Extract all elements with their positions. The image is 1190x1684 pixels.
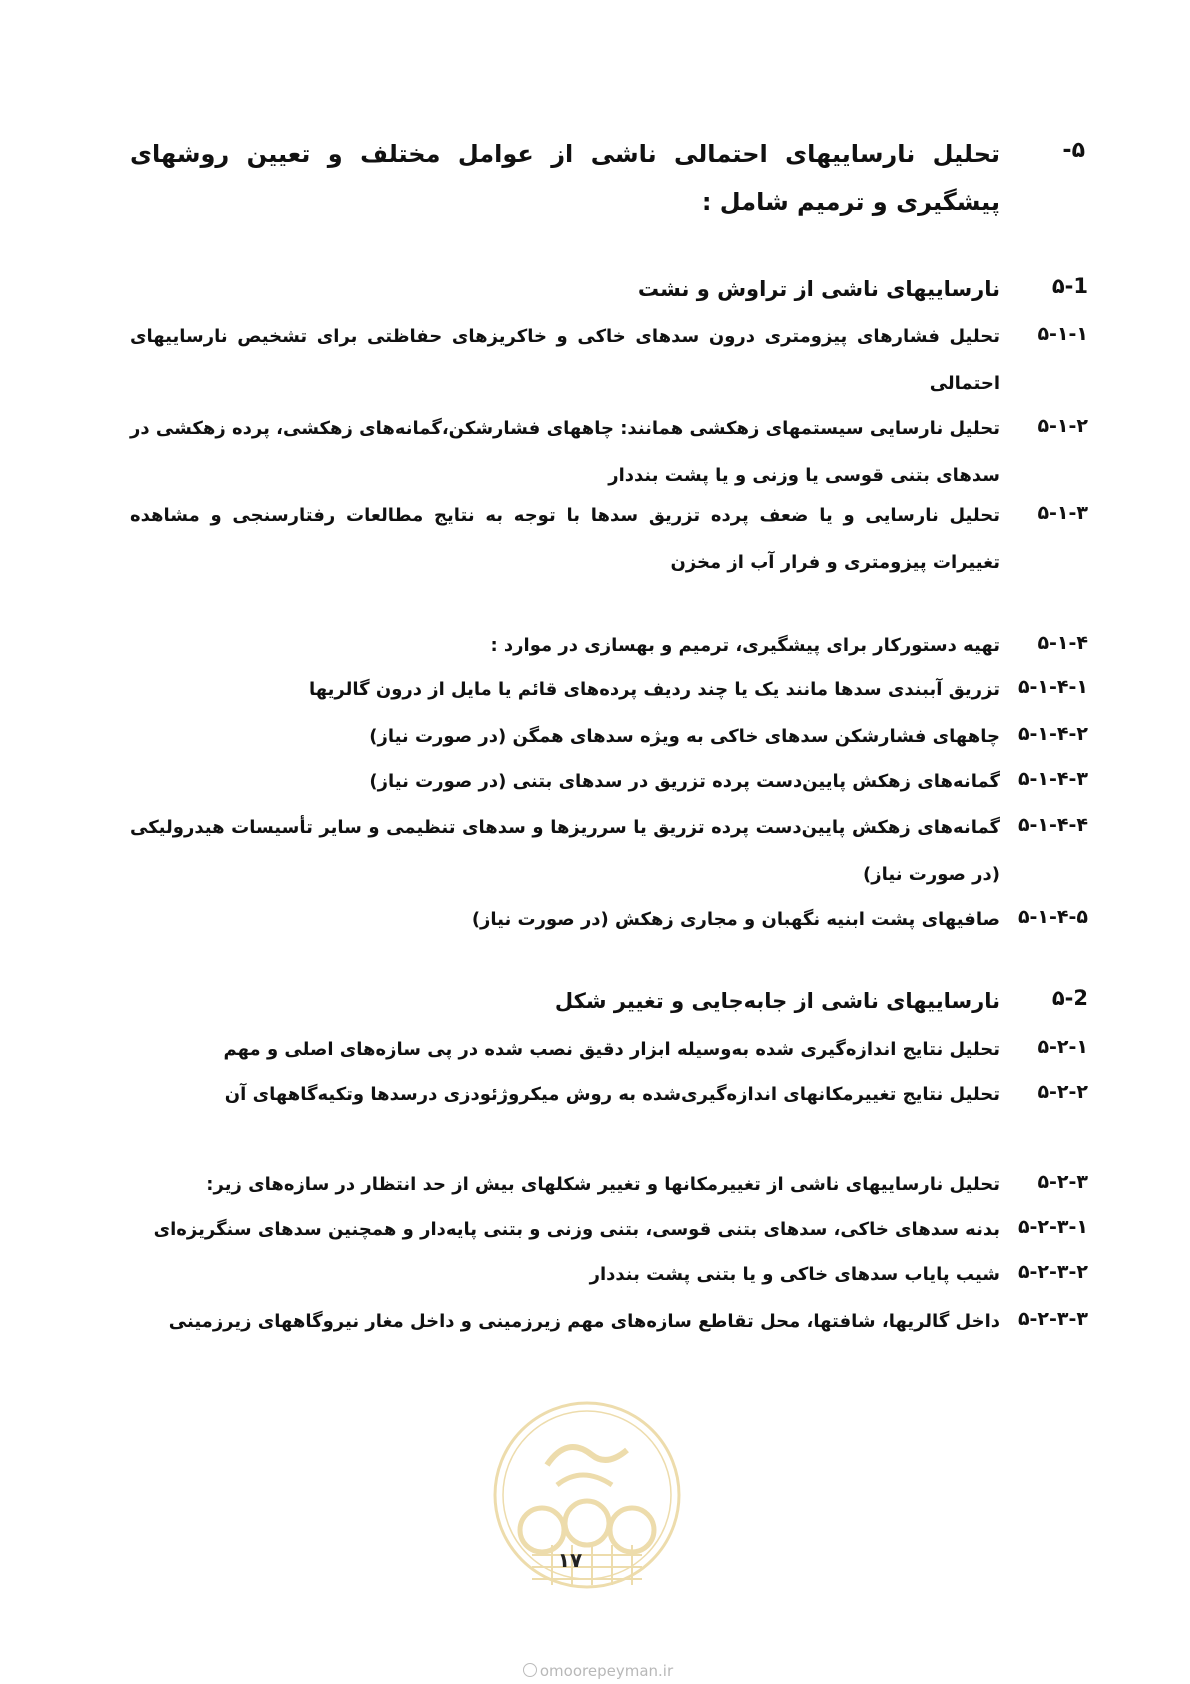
item-number: ۵-۲-۳-۳ <box>1017 1308 1088 1330</box>
item-number: ۵-۲-۱ <box>1037 1036 1088 1058</box>
item-text: چاههای فشارشکن سدهای خاکی به ویژه سدهای همگن (در صورت نیاز) <box>369 726 1000 747</box>
item-number: ۵-۱-۴-۵ <box>1017 906 1088 928</box>
item-text: تحلیل فشارهای پیزومتری درون سدهای خاکی و خاکریزهای حفاظتی برای تشخیص نارساییهای احتمالی <box>130 326 1000 394</box>
item-text: گمانه‌های زهکش پایین‌دست پرده تزریق در سدهای بتنی (در صورت نیاز) <box>369 771 1000 792</box>
watermark-text: omoorepeyman.ir <box>539 1662 674 1680</box>
section-5-1-number: ۵-1 <box>1051 274 1088 298</box>
section-5-1-title: نارساییهای ناشی از تراوش و نشت <box>637 277 1000 301</box>
section-5-2-3-title: تحلیل نارساییهای ناشی از تغییرمکانها و تغییر شکلهای بیش از حد انتظار در سازه‌های زیر: <box>206 1174 1000 1195</box>
item-text: داخل گالریها، شافتها، محل تقاطع سازه‌های مهم زیرزمینی و داخل مغار نیروگاههای زیرزمینی <box>168 1311 1000 1332</box>
item-number: ۵-۲-۳-۲ <box>1017 1261 1088 1283</box>
section-5-2-number: ۵-2 <box>1051 986 1088 1010</box>
item-number: ۵-۲-۳-۱ <box>1017 1216 1088 1238</box>
section-5-1-4-title: تهیه دستورکار برای پیشگیری، ترمیم و بهسازی در موارد : <box>490 635 1000 656</box>
item-number: ۵-۲-۲ <box>1037 1081 1088 1103</box>
item-text: شیب پایاب سدهای خاکی و یا بتنی پشت بنددار <box>589 1264 1000 1285</box>
globe-icon <box>523 1663 537 1677</box>
item-text: تحلیل نتایج تغییرمکانهای اندازه‌گیری‌شده به روش میکروژئودزی درسدها وتکیه‌گاههای آن <box>224 1084 1000 1105</box>
item-text: تزریق آببندی سدها مانند یک یا چند ردیف پرده‌های قائم یا مایل از درون گالریها <box>308 679 1000 700</box>
item-text: گمانه‌های زهکش پایین‌دست پرده تزریق یا سرریزها و سدهای تنظیمی و سایر تأسیسات هیدرولیکی (در صورت نیاز) <box>130 817 1000 885</box>
item-number: ۵-۱-۴-۴ <box>1017 814 1088 836</box>
item-number: ۵-۱-۲ <box>1037 415 1088 437</box>
section-5-title: تحلیل نارساییهای احتمالی ناشی از عوامل مختلف و تعیین روشهای پیشگیری و ترمیم شامل : <box>130 140 1000 216</box>
page-number: ۱۷ <box>557 1548 583 1572</box>
item-text: تحلیل نارسایی و یا ضعف پرده تزریق سدها با توجه به نتایج مطالعات رفتارسنجی و مشاهده تغییرات پیزومتری و فرار آب از مخزن <box>130 505 1000 573</box>
item-text: تحلیل نتایج اندازه‌گیری شده به‌وسیله ابزار دقیق نصب شده در پی سازه‌های اصلی و مهم <box>223 1039 1000 1060</box>
item-text: صافیهای پشت ابنیه نگهبان و مجاری زهکش (در صورت نیاز) <box>471 909 1000 930</box>
section-5-2-title: نارساییهای ناشی از جابه‌جایی و تغییر شکل <box>554 989 1000 1013</box>
item-number: ۵-۱-۴-۳ <box>1017 768 1088 790</box>
item-text: تحلیل نارسایی سیستمهای زهکشی همانند: چاههای فشارشکن،گمانه‌های زهکشی، پرده زهکشی در سدهای بتنی قوسی یا وزنی و یا پشت بنددار <box>130 418 1000 486</box>
item-number: ۵-۱-۱ <box>1037 323 1088 345</box>
website-watermark <box>488 1662 708 1680</box>
section-5-2-3-number: ۵-۲-۳ <box>1037 1171 1088 1193</box>
item-number: ۵-۱-۴-۲ <box>1017 723 1088 745</box>
section-5-1-4-number: ۵-۱-۴ <box>1037 632 1088 654</box>
item-number: ۵-۱-۳ <box>1037 502 1088 524</box>
section-5-number: ۵- <box>1062 138 1085 163</box>
item-number: ۵-۱-۴-۱ <box>1017 676 1088 698</box>
item-text: بدنه سدهای خاکی، سدهای بتنی قوسی، بتنی وزنی و بتنی پایه‌دار و همچنین سدهای سنگریزه‌ای <box>153 1219 1000 1240</box>
